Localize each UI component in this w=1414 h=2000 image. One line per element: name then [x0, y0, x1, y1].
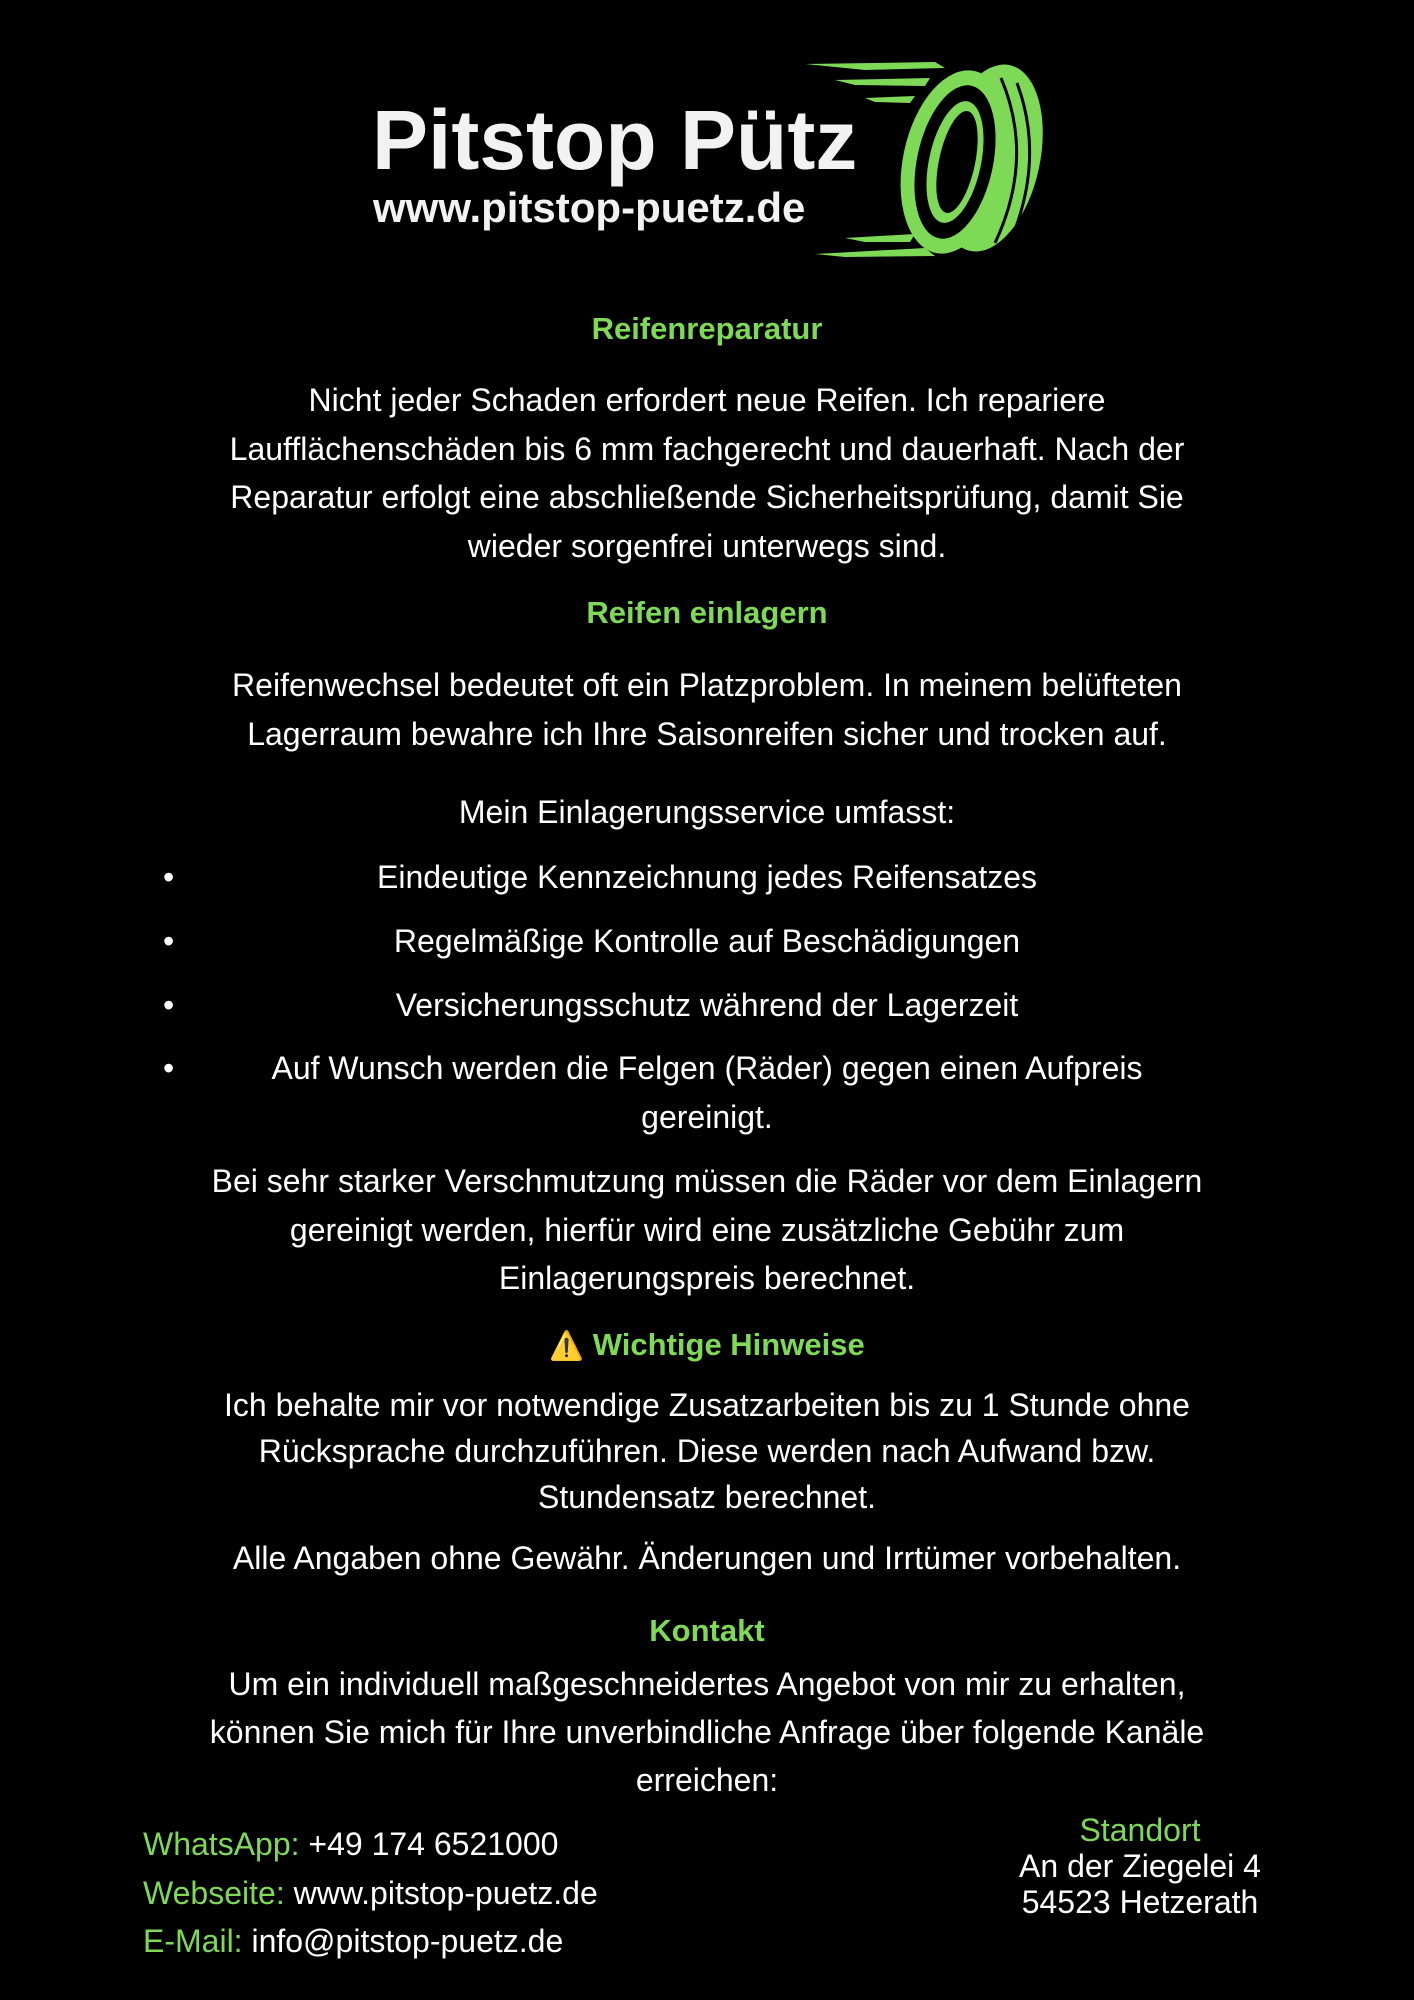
text-line: Um ein individuell maßgeschneidertes Angebot von mir zu erhalten,: [228, 1666, 1186, 1702]
text-line: Bei sehr starker Verschmutzung müssen die Räder vor dem Einlagern: [211, 1163, 1203, 1199]
text-line: Rücksprache durchzuführen. Diese werden nach Aufwand bzw.: [258, 1433, 1156, 1469]
tire-icon: [805, 58, 1045, 258]
text-line: Reifenwechsel bedeutet oft ein Platzproblem. In meinem belüfteten: [232, 667, 1182, 703]
list-item: • Regelmäßige Kontrolle auf Beschädigungen: [163, 923, 1021, 959]
whatsapp-row: [143, 1820, 598, 1869]
storage-intro: Mein Einlagerungsservice umfasst:: [458, 794, 956, 830]
text-line: wieder sorgenfrei unterwegs sind.: [467, 527, 947, 564]
repair-heading: Reifenreparatur: [591, 311, 823, 346]
text-line: Lagerraum bewahre ich Ihre Saisonreifen sicher und trocken auf.: [247, 715, 1167, 752]
contact-list: [143, 1820, 598, 1966]
repair-text: [0, 376, 1414, 570]
text-line: Stundensatz berechnet.: [537, 1479, 876, 1515]
notes-heading-text: Wichtige Hinweise: [592, 1327, 865, 1362]
list-item-text: Auf Wunsch werden die Felgen (Räder) gegen einen Aufpreis: [271, 1050, 1143, 1086]
email-row: [143, 1917, 598, 1966]
website-link[interactable]: www.pitstop-puetz.de: [293, 1874, 598, 1911]
website-row: [143, 1869, 598, 1918]
list-item-text: gereinigt.: [641, 1098, 773, 1135]
storage-heading: Reifen einlagern: [586, 595, 828, 630]
text-line: Nicht jeder Schaden erfordert neue Reifen. Ich repariere: [308, 382, 1106, 418]
list-item: • Auf Wunsch werden die Felgen (Räder) gegen einen Aufpreis gereinigt.: [0, 1044, 1414, 1141]
text-line: Ich behalte mir vor notwendige Zusatzarbeiten bis zu 1 Stunde ohne: [224, 1387, 1190, 1423]
list-item-text: Regelmäßige Kontrolle auf Beschädigungen: [393, 923, 1021, 959]
storage-note: [0, 1157, 1414, 1303]
notes-text: [0, 1382, 1414, 1520]
location-label: Standort: [1079, 1812, 1201, 1848]
location-city: 54523 Hetzerath: [1021, 1884, 1259, 1920]
text-line: können Sie mich für Ihre unverbindliche Anfrage über folgende Kanäle: [209, 1714, 1205, 1750]
logo-url: www.pitstop-puetz.de: [373, 184, 806, 231]
disclaimer: Alle Angaben ohne Gewähr. Änderungen und Irrtümer vorbehalten.: [232, 1540, 1182, 1576]
text-line: gereinigt werden, hierfür wird eine zusätzliche Gebühr zum: [289, 1211, 1125, 1248]
whatsapp-link[interactable]: +49 174 6521000: [308, 1826, 559, 1862]
text-line: Laufflächenschäden bis 6 mm fachgerecht und dauerhaft. Nach der: [229, 430, 1185, 467]
storage-text: [0, 661, 1414, 758]
storage-bullet-list: [0, 853, 1414, 1141]
contact-text: [0, 1660, 1414, 1804]
notes-heading: [0, 1325, 1414, 1366]
list-item: • Versicherungsschutz während der Lagerzeit: [163, 987, 1019, 1023]
whatsapp-label: WhatsApp:: [143, 1826, 300, 1862]
text-line: erreichen:: [635, 1762, 779, 1798]
email-label: E-Mail:: [143, 1923, 243, 1959]
contact-heading: Kontakt: [649, 1613, 765, 1648]
logo-title: Pitstop Pütz: [372, 93, 858, 187]
location-street: An der Ziegelei 4: [1019, 1848, 1261, 1884]
list-item-text: Eindeutige Kennzeichnung jedes Reifensatzes: [376, 859, 1037, 895]
email-link[interactable]: info@pitstop-puetz.de: [251, 1923, 564, 1959]
list-item-text: Versicherungsschutz während der Lagerzeit: [395, 987, 1019, 1023]
location-block: [960, 1812, 1320, 1920]
warning-icon: ⚠️: [549, 1330, 585, 1361]
website-label: Webseite:: [143, 1874, 285, 1911]
list-item: • Eindeutige Kennzeichnung jedes Reifensatzes: [163, 859, 1037, 895]
text-line: Reparatur erfolgt eine abschließende Sicherheitsprüfung, damit Sie: [230, 479, 1184, 515]
text-line: Einlagerungspreis berechnet.: [498, 1260, 916, 1296]
